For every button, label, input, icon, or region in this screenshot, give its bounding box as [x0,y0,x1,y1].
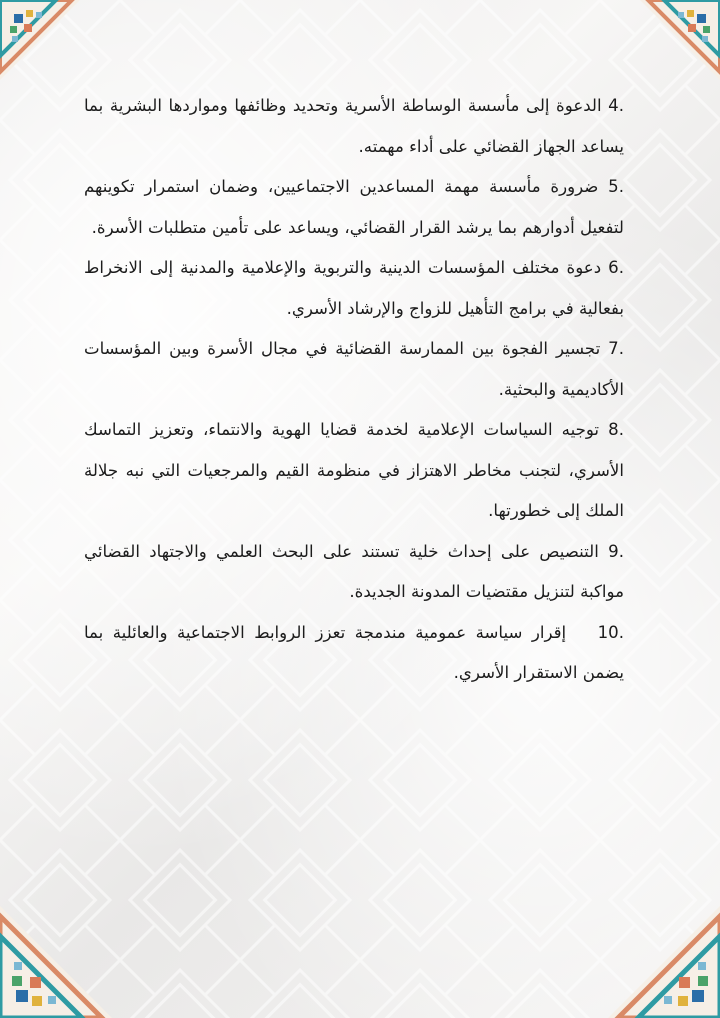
item-number: 7. [608,339,624,358]
item-text: تجسير الفجوة بين الممارسة القضائية في مجال الأسرة وبين المؤسسات الأكاديمية والبحثية. [84,339,624,399]
item-number: 9. [608,541,624,561]
item-text: التنصيص على إحداث خلية تستند على البحث العلمي والاجتهاد القضائي مواكبة لتنزيل مقتضيات المدونة الجديدة. [84,541,624,601]
item-number: 6. [608,258,625,277]
item-text: الدعوة إلى مأسسة الوساطة الأسرية وتحديد وظائفها ومواردها البشرية بما يساعد الجهاز القضائي على أداء مهمته. [84,96,624,156]
corner-ornament-top-right [640,0,720,80]
recommendations-list [84,86,624,694]
list-item [84,613,624,694]
list-item [84,86,624,167]
list-item [84,167,624,248]
corner-ornament-top-left [0,0,80,80]
list-item [84,248,624,329]
list-item [84,410,624,532]
item-text: ضرورة مأسسة مهمة المساعدين الاجتماعيين، وضمان استمرار تكوينهم لتفعيل أدوارهم بما يرشد القرار القضائي، ويساعد على تأمين متطلبات الأسرة. [84,177,624,237]
item-number: 5. [608,177,624,196]
item-number: 4. [608,96,625,115]
corner-ornament-bottom-right [608,906,720,1018]
item-number: 10. [597,622,625,642]
item-number: 8. [608,420,624,439]
list-item [84,532,624,613]
item-text: دعوة مختلف المؤسسات الدينية والتربوية والإعلامية والمدنية إلى الانخراط بفعالية في برامج التأهيل للزواج والإرشاد الأسري. [84,258,624,318]
item-text: إقرار سياسة عمومية مندمجة تعزز الروابط الاجتماعية والعائلية بما يضمن الاستقرار الأسري. [84,622,624,682]
item-text: توجيه السياسات الإعلامية لخدمة قضايا الهوية والانتماء، وتعزيز التماسك الأسري، لتجنب مخاطر الاهتزاز في منظومة القيم والمرجعيات التي نبه جلالة الملك إلى خطورتها. [84,420,624,520]
list-item [84,329,624,410]
corner-ornament-bottom-left [0,906,112,1018]
